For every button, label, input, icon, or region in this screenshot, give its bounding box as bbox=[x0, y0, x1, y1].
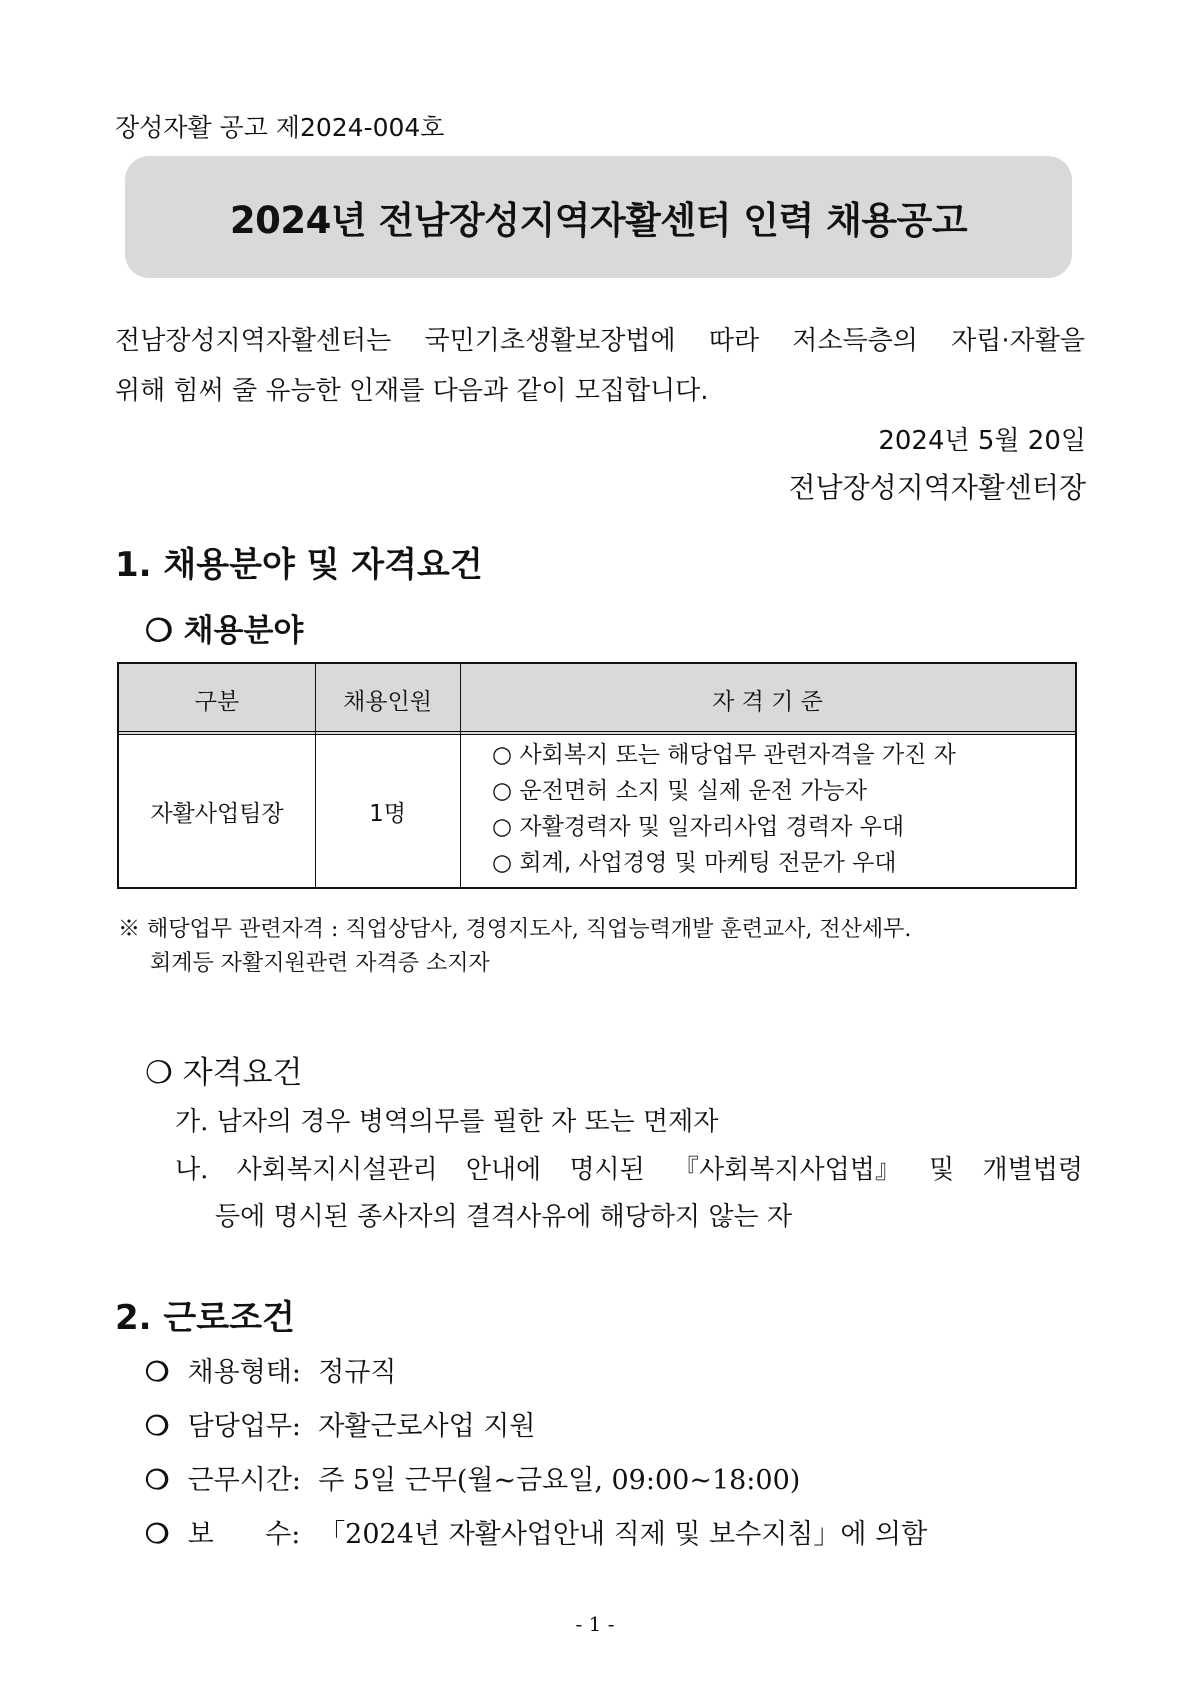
condition-value: 주 5일 근무(월~금요일, 09:00~18:00) bbox=[318, 1465, 801, 1496]
section-heading-conditions: 2. 근로조건 bbox=[115, 1298, 295, 1338]
condition-duties bbox=[145, 1404, 535, 1443]
criteria-item: ○ 자활경력자 및 일자리사업 경력자 우대 bbox=[492, 814, 905, 840]
section-heading-recruitment: 1. 채용분야 및 자격요건 bbox=[115, 545, 483, 585]
bullet-icon: ❍ bbox=[145, 1465, 170, 1496]
qual-word: 사회복지시설관리 bbox=[236, 1155, 438, 1185]
qual-word: 나. bbox=[175, 1155, 209, 1185]
header-criteria: 자 격 기 준 bbox=[712, 689, 823, 715]
qual-word: 개별법령 bbox=[982, 1155, 1083, 1185]
criteria-item: ○ 운전면허 소지 및 실제 운전 가능자 bbox=[492, 778, 867, 804]
criteria-item: ○ 회계, 사업경영 및 마케팅 전문가 우대 bbox=[492, 850, 897, 876]
intro-line-1 bbox=[115, 320, 1085, 357]
cell-headcount: 1명 bbox=[369, 800, 406, 827]
subheading-qualifications: ❍ 자격요건 bbox=[145, 1055, 303, 1091]
bullet-icon: ❍ bbox=[145, 1411, 170, 1442]
notice-number: 장성자활 공고 제2024-004호 bbox=[115, 113, 445, 142]
signer: 전남장성지역자활센터장 bbox=[788, 471, 1086, 504]
condition-working-hours bbox=[145, 1458, 800, 1497]
condition-label: 채용형태: bbox=[187, 1357, 302, 1388]
qual-word: 안내에 bbox=[465, 1155, 542, 1185]
condition-label: 근무시간: bbox=[187, 1465, 302, 1496]
note-line-1: ※ 해당업무 관련자격 : 직업상담사, 경영지도사, 직업능력개발 훈련교사, 전산세무. bbox=[118, 917, 912, 942]
qualification-b-line-2: 등에 명시된 종사자의 결격사유에 해당하지 않는 자 bbox=[215, 1202, 793, 1232]
condition-salary bbox=[145, 1512, 927, 1551]
qual-word: 『사회복지사업법』 bbox=[673, 1155, 901, 1185]
qual-word: 및 bbox=[929, 1155, 955, 1185]
recruitment-table bbox=[117, 662, 1077, 889]
intro-word: 전남장성지역자활센터는 bbox=[115, 326, 392, 356]
condition-label: 보 수: bbox=[187, 1519, 301, 1550]
qualification-a: 가. 남자의 경우 병역의무를 필한 자 또는 면제자 bbox=[175, 1107, 719, 1137]
condition-value: 자활근로사업 지원 bbox=[318, 1411, 536, 1442]
page-number: - 1 - bbox=[575, 1612, 615, 1636]
intro-word: 저소득층의 bbox=[792, 326, 918, 356]
bullet-icon: ❍ bbox=[145, 1519, 170, 1550]
criteria-item: ○ 사회복지 또는 해당업무 관련자격을 가진 자 bbox=[492, 742, 956, 768]
criteria-list bbox=[462, 737, 1062, 881]
note-line-2: 회계등 자활지원관련 자격증 소지자 bbox=[150, 951, 490, 976]
condition-employment-type bbox=[145, 1350, 396, 1389]
cell-division: 자활사업팀장 bbox=[150, 800, 284, 827]
intro-word: 자립·자활을 bbox=[951, 326, 1085, 356]
condition-value: 「2024년 자활사업안내 직제 및 보수지침」에 의함 bbox=[318, 1519, 928, 1550]
intro-word: 국민기초생활보장법에 bbox=[424, 326, 676, 356]
header-division: 구분 bbox=[194, 689, 240, 715]
header-headcount: 채용인원 bbox=[343, 689, 432, 715]
qual-word: 명시된 bbox=[569, 1155, 645, 1185]
intro-line-2: 위해 힘써 줄 유능한 인재를 다음과 같이 모집합니다. bbox=[115, 376, 709, 406]
qualification-b-line-1 bbox=[175, 1149, 1083, 1186]
subheading-recruit-field: ❍ 채용분야 bbox=[145, 613, 304, 649]
condition-value: 정규직 bbox=[318, 1357, 397, 1388]
title-banner bbox=[125, 156, 1072, 278]
intro-word: 따라 bbox=[708, 326, 760, 356]
bullet-icon: ❍ bbox=[145, 1357, 170, 1388]
condition-label: 담당업무: bbox=[187, 1411, 302, 1442]
document-title: 2024년 전남장성지역자활센터 인력 채용공고 bbox=[229, 199, 968, 242]
notice-date: 2024년 5월 20일 bbox=[878, 426, 1086, 456]
